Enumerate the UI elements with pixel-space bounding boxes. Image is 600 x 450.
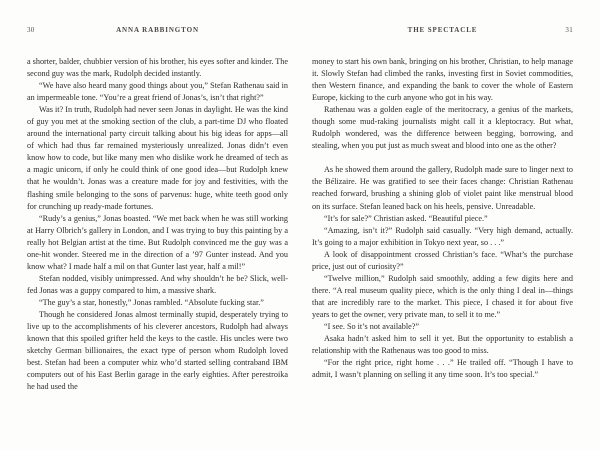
paragraph: As he showed them around the gallery, Rudolph made sure to linger next to the Bélizaire. He was gratified to see their faces change: Christian Rathenau reached forward, brushing a shining glob of violet paint like menstrual blood on its surface. Stefan leaned back on his heels, pensive. Unreadable. [312, 165, 573, 211]
paragraph: “Rudy’s a genius,” Jonas boasted. “We met back when he was still working at Harry Olbrich’s gallery in London, and I was trying to buy this painting by a really hot Belgian artist at the time. But Rudolph convinced me the guy was a one-hit wonder. Steered me in the direction of a ’97 Gunter instead. And you know what? I made half a mil on that Gunter last year, half a mil!” [27, 213, 288, 271]
running-head-left: ANNA RABBINGTON [116, 26, 199, 34]
paragraph: “Amazing, isn’t it?” Rudolph said casually. “Very high demand, actually. It’s going to a major exhibition in Tokyo next year, so . . .” [312, 225, 573, 247]
paragraph: “It’s for sale?” Christian asked. “Beautiful piece.” [324, 213, 488, 223]
paragraph: money to start his own bank, bringing on his brother, Christian, to help manage it. Slowly Stefan had climbed the ranks, investing first in Soviet commodities, then Western finance, and expanding the bank to cover the whole of Eastern Europe, kicking to the curb anyone who got in his way. [312, 57, 573, 103]
page-number-left: 30 [27, 26, 35, 34]
paragraph: Though he considered Jonas almost terminally stupid, desperately trying to live up to the accomplishments of his cleverer ancestors, Rudolph had always known that this spoiled grifter held the keys to the castle. His uncles were two sketchy German billionaires, the exact type of person whom Rudolph loved best. Stefan had been a computer whiz who’d started selling contraband IBM computers out of his East Berlin garage in the early eighties. After perestroika he had used the [27, 309, 288, 392]
running-head-row-right [312, 26, 573, 35]
running-head-right: THE SPECTACLE [407, 26, 478, 34]
paragraph: “I see. So it’s not available?” [324, 321, 420, 331]
paragraph: Rathenau was a golden eagle of the meritocracy, a genius of the markets, though some mud-raking journalists might call it a kleptocracy. But what, Rudolph wondered, was the difference between begging, borrowing, and stealing, when you put just as much sweat and blood into one as the other? [312, 105, 573, 151]
paragraph: “We have also heard many good things about you,” Stefan Rathenau said in an impermeable tone. “You’re a great friend of Jonas’s, isn’t that right?” [27, 81, 288, 103]
page-right [312, 0, 573, 381]
paragraph: “For the right price, right home . . .” He trailed off. “Though I have to admit, I wasn’t planning on selling it any time soon. It’s too special.” [312, 358, 573, 380]
paragraph: Stefan nodded, visibly unimpressed. And why shouldn’t he be? Slick, well-fed Jonas was a guppy compared to him, a massive shark. [27, 273, 288, 295]
paragraph: Asaka hadn’t asked him to sell it yet. But the opportunity to establish a relationship with the Rathenaus was too good to miss. [312, 334, 573, 356]
paragraph: “Twelve million,” Rudolph said smoothly, adding a few digits here and there. “A real museum quality piece, which is the only thing I deal in—things that are incredibly rare to the market. This piece, I chased it for about five years to get the owner, very private man, to sell it to me.” [312, 273, 573, 319]
page-number-right: 31 [565, 26, 573, 34]
page-body-right [312, 56, 573, 381]
page-left [27, 0, 288, 393]
page-body-left [27, 56, 288, 393]
running-head-row-left [27, 26, 288, 35]
paragraph: “The guy’s a star, honestly,” Jonas rambled. “Absolute fucking star.” [39, 297, 264, 307]
paragraph: Was it? In truth, Rudolph had never seen Jonas in daylight. He was the kind of guy you met at the smoking section of the club, a part-time DJ who floated around the international party circuit talking about his big ideas for apps—all of which had thus far remained mysteriously unrealized. Jonas didn’t even know how to code, but like many men who dislike work he dreamed of tech as a magic unicorn, if only he could think of one good idea—but Rudolph knew that he wouldn’t. Jonas was a creature made for joy and festivities, with the flashing smile belonging to the sons of parvenus: huge, white teeth good only for crunching up ready-made fortunes. [27, 105, 288, 211]
paragraph: A look of disappointment crossed Christian’s face. “What’s the purchase price, just out of curiosity?” [312, 249, 573, 271]
paragraph: a shorter, balder, chubbier version of his brother, his eyes softer and kinder. The second guy was the mark, Rudolph decided instantly. [27, 57, 289, 79]
